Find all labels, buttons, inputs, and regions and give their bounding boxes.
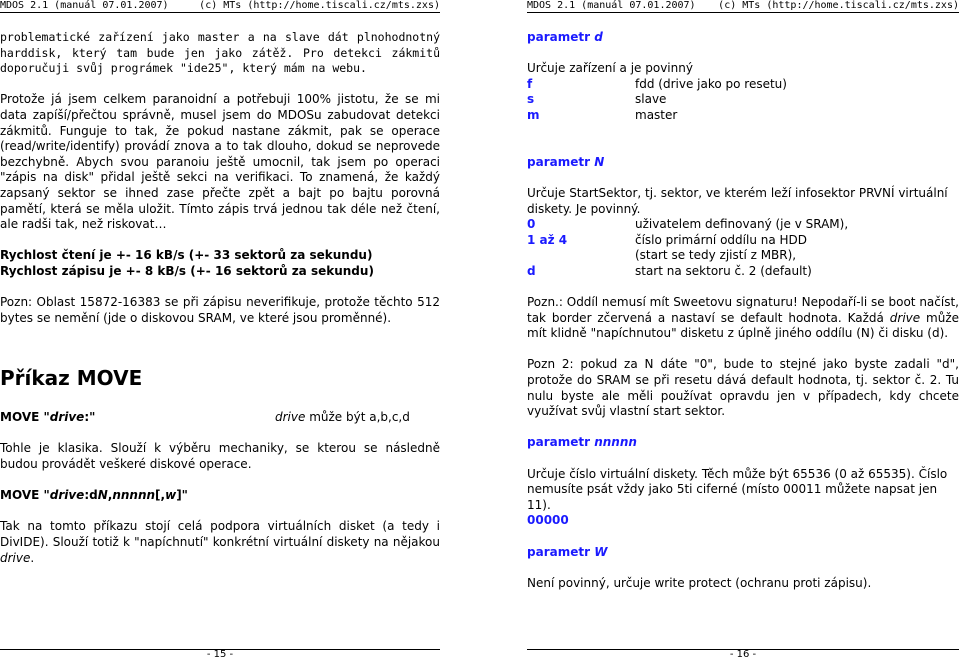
param-value-text: uživatelem definovaný (je v SRAM), bbox=[635, 217, 849, 232]
param-w-description: Není povinný, určuje write protect (ochranu proti zápisu). bbox=[527, 575, 872, 590]
param-value-key: 0 bbox=[527, 217, 536, 232]
param-d-description: Určuje zařízení a je povinný bbox=[527, 61, 693, 76]
param-value-text: slave bbox=[635, 92, 667, 107]
param-value-row bbox=[527, 264, 959, 280]
read-speed: Rychlost čtení je +- 16 kB/s (+- 33 sektorů za sekundu) bbox=[0, 248, 373, 263]
page-number: - 15 - bbox=[0, 649, 440, 659]
param-value-text: master bbox=[635, 107, 678, 122]
move-extended-syntax: MOVE "drive:dN,nnnnn[,w]" bbox=[0, 488, 188, 503]
param-value-text: číslo primární oddílu na HDD bbox=[635, 232, 808, 247]
param-value-row bbox=[527, 92, 959, 108]
param-d-values bbox=[527, 77, 959, 124]
paragraph-virtual: Tak na tomto příkazu stojí celá podpora virtuálních disket (a tedy i DivIDE). Slouží totiž k "napíchnutí" konkrétní virtuální diskety na nějakou drive. bbox=[0, 519, 440, 565]
param-value-text: (start se tedy zjistí z MBR), bbox=[635, 248, 797, 263]
right-page bbox=[527, 0, 959, 659]
param-value-row bbox=[527, 233, 959, 249]
param-value-row bbox=[527, 77, 959, 93]
section-heading: Příkaz MOVE bbox=[0, 366, 143, 391]
header-copyright: (c) MTs (http://home.tiscali.cz/mts.zxs) bbox=[199, 0, 440, 11]
page-header bbox=[527, 0, 959, 13]
paragraph-classic: Tohle je klasika. Slouží k výběru mechaniky, se kterou se následně budou provádět veškeré diskové operace. bbox=[0, 441, 440, 472]
param-n-note: Pozn.: Oddíl nemusí mít Sweetovu signaturu! Nepodaří-li se boot načíst, tak border zčervená a nastaví se default hodnota. Každá drive může mít klidně "napíchnutou" disketu z úplně jiného oddílu (N) či disku (d). bbox=[527, 295, 959, 341]
param-value-key: 1 až 4 bbox=[527, 232, 568, 247]
paragraph-intro: problematické zařízení jako master a na slave dát plnohodnotný harddisk, který tam bude jen jako zátěž. Pro detekci zákmitů doporučuji svůj prográmek "ide25", který mám na webu. bbox=[0, 30, 440, 76]
param-value-key: m bbox=[527, 107, 540, 122]
param-value-text: fdd (drive jako po resetu) bbox=[635, 76, 787, 91]
paragraph-note: Pozn: Oblast 15872-16383 se při zápisu neverifikuje, protože těchto 512 bytes se nemění (jde o diskovou SRAM, ve které jsou proměnné). bbox=[0, 295, 440, 325]
move-command-row bbox=[0, 410, 440, 426]
move-command-syntax: MOVE "drive:" bbox=[0, 410, 96, 425]
move-command-description: drive může být a,b,c,d bbox=[275, 410, 410, 425]
param-w-heading: parametr W bbox=[527, 544, 608, 559]
paragraph-paranoia: Protože já jsem celkem paranoidní a potřebuji 100% jistotu, že se mi data zapíší/přečtou správně, musel jsem do MDOSu zabudovat detekci zákmitů. Funguje to tak, že pokud nastane zákmit, pak se operace (read/write/identify) provádí znova a to tak dlouho, dokud se neprovede bezchybně. Abych svou paranoiu ještě umocnil, tak jsem po operaci "zápis na disk" přidal ještě sekci na verifikaci. To znamená, že každý zapsaný sektor se ihned zase přečte zpět a bajt po bajtu porovná pamětí, která se měla uložit. Tímto zápis trvá jednou tak déle než čtení, ale radši tak, než riskovat… bbox=[0, 92, 440, 232]
param-nnnnn-example: 00000 bbox=[527, 513, 569, 528]
param-value-key: d bbox=[527, 263, 536, 278]
param-value-row bbox=[527, 108, 959, 124]
header-copyright: (c) MTs (http://home.tiscali.cz/mts.zxs) bbox=[718, 0, 959, 11]
param-n-heading: parametr N bbox=[527, 154, 605, 169]
param-nnnnn-description: Určuje číslo virtuální diskety. Těch může být 65536 (0 až 65535). Číslo nemusíte psát vždy jako 5ti ciferné (místo 00011 můžete napsat jen 11). bbox=[527, 466, 948, 512]
header-title: MDOS 2.1 (manuál 07.01.2007) bbox=[0, 0, 169, 11]
page-header bbox=[0, 0, 440, 13]
right-page-body bbox=[527, 30, 959, 591]
left-page-body bbox=[0, 30, 440, 566]
param-n-description: Určuje StartSektor, tj. sektor, ve kterém leží infosektor PRVNÍ virtuální diskety. Je povinný. bbox=[527, 185, 948, 216]
write-speed: Rychlost zápisu je +- 8 kB/s (+- 16 sektorů za sekundu) bbox=[0, 263, 374, 278]
param-value-row bbox=[527, 217, 959, 233]
page-number: - 16 - bbox=[527, 649, 959, 659]
header-title: MDOS 2.1 (manuál 07.01.2007) bbox=[527, 0, 696, 11]
param-d-heading: parametr d bbox=[527, 30, 603, 44]
param-nnnnn-heading: parametr nnnnn bbox=[527, 435, 637, 450]
param-value-text: start na sektoru č. 2 (default) bbox=[635, 263, 812, 278]
param-n-note-2: Pozn 2: pokud za N dáte "0", bude to stejné jako byste zadali "d", protože do SRAM se při resetu dává default hodnota, tj. sektor č. 2. Tu nulu byste ale měli používat opravdu jen v případech, kdy chcete využívat svůj vlastní start sektor. bbox=[527, 357, 959, 419]
param-value-key: f bbox=[527, 76, 533, 91]
param-value-key: s bbox=[527, 92, 535, 107]
param-n-values bbox=[527, 217, 959, 279]
left-page bbox=[0, 0, 440, 659]
param-value-row bbox=[527, 248, 959, 264]
